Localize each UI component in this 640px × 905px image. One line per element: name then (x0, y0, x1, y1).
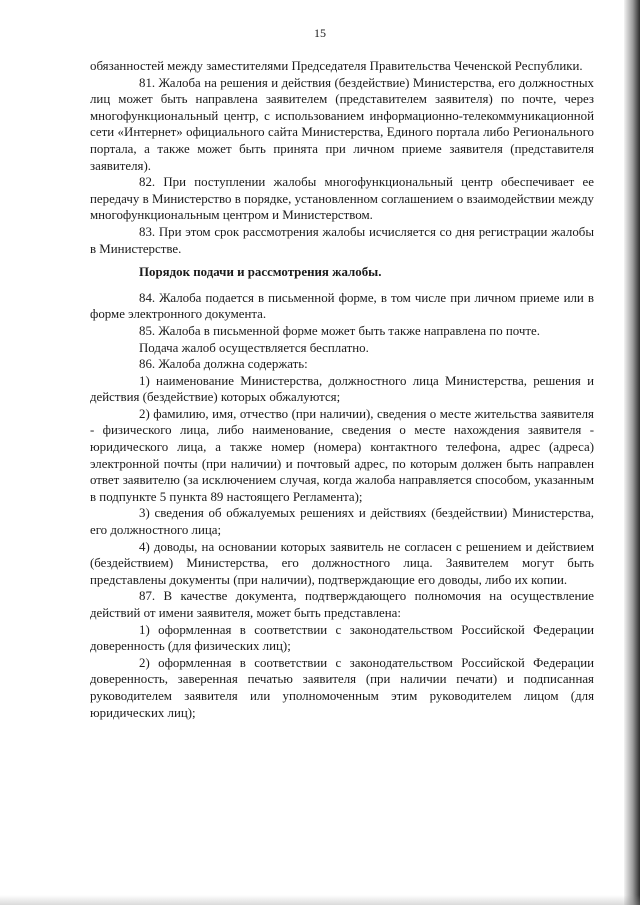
paragraph-87: 87. В качестве документа, подтверждающего полномочия на осуществление действий от имени заявителя, может быть представлена: (90, 589, 594, 620)
scan-bottom-shadow (0, 895, 640, 905)
paragraph-87-item-1: 1) оформленная в соответствии с законодательством Российской Федерации доверенность (для физических лиц); (90, 622, 594, 654)
paragraph-84: 84. Жалоба подается в письменной форме, в том числе при личном приеме или в форме электронного документа. (90, 290, 594, 322)
paragraph-86-item-3: 3) сведения об обжалуемых решениях и действиях (бездействии) Министерства, его должностного лица; (90, 506, 594, 538)
paragraph-86-item-4: 4) доводы, на основании которых заявитель не согласен с решением и действием (бездействием) Министерства, его должностного лица. Заявителем могут быть представлены документы (при наличии), подтверждающие его доводы, либо их копии. (90, 539, 594, 587)
paragraph-continuation: обязанностей между заместителями Председателя Правительства Чеченской Республики. (90, 59, 583, 73)
section-heading: Порядок подачи и рассмотрения жалобы. (139, 265, 382, 280)
paragraph-83: 83. При этом срок рассмотрения жалобы исчисляется со дня регистрации жалобы в Министерстве. (90, 224, 594, 256)
scan-edge-shadow (624, 0, 640, 905)
paragraph-86-item-2: 2) фамилию, имя, отчество (при наличии), сведения о месте жительства заявителя - физического лица, либо наименование, сведения о месте нахождения заявителя - юридического лица, а также номер (номера) контактного телефона, адрес (адреса) электронной почты (при наличии) и почтовый адрес, по которым должен быть направлен ответ заявителю (за исключением случая, когда жалоба направляется способом, указанным в подпункте 5 пункта 89 настоящего Регламента); (90, 406, 594, 504)
paragraph-86: 86. Жалоба должна содержать: (139, 357, 308, 372)
paragraph-82: 82. При поступлении жалобы многофункциональный центр обеспечивает ее передачу в Министерство в порядке, установленном соглашением о взаимодействии между многофункциональным центром и Министерством. (90, 175, 594, 223)
paragraph-81: 81. Жалоба на решения и действия (бездействие) Министерства, его должностных лиц может быть направлена заявителем (представителем заявителя) по почте, через многофункциональный центр, с использованием информационно-телекоммуникационной сети «Интернет» официального сайта Министерства, Единого портала либо Регионального портала, а также может быть принята при личном приеме заявителя (представителя заявителя). (90, 75, 594, 173)
paragraph-86-item-1: 1) наименование Министерства, должностного лица Министерства, решения и действия (бездействие) которых обжалуются; (90, 373, 594, 405)
paragraph-87-item-2: 2) оформленная в соответствии с законодательством Российской Федерации доверенность, заверенная печатью заявителя (при наличии печати) и подписанная руководителем заявителя или уполномоченным этим руководителем лицом (для юридических лиц); (90, 655, 594, 720)
paragraph-free-of-charge: Подача жалоб осуществляется бесплатно. (139, 340, 369, 355)
paragraph-85: 85. Жалоба в письменной форме может быть также направлена по почте. (139, 323, 540, 338)
page-number: 15 (314, 26, 326, 40)
document-body (90, 58, 594, 721)
